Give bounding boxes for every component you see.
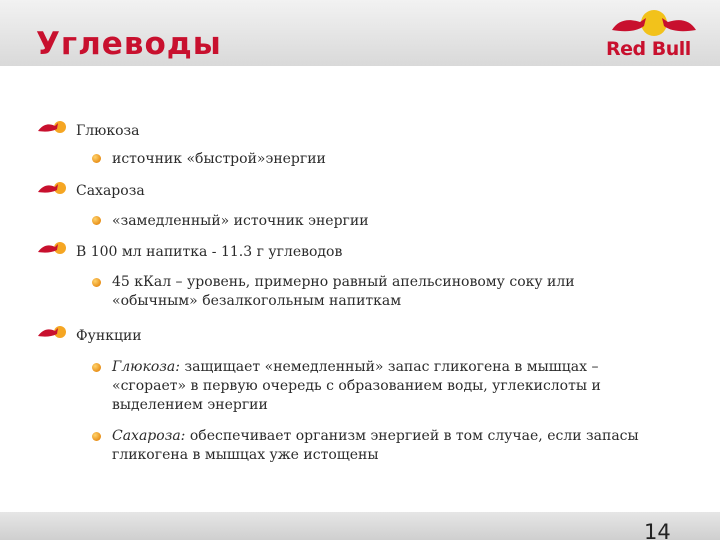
- orange-dot-icon: [92, 278, 101, 287]
- logo-text: Red Bull: [606, 38, 691, 60]
- red-bull-logo: [606, 6, 702, 64]
- sub-bullet-text: «замедленный» источник энергии: [112, 213, 369, 229]
- red-bull-icon: [37, 181, 67, 195]
- bullet-label: Сахароза: [76, 183, 145, 199]
- bullet-label: Глюкоза: [76, 123, 140, 139]
- bullet-label: Функции: [76, 328, 142, 344]
- red-bull-icon: [37, 325, 67, 339]
- footer-band: [0, 512, 720, 540]
- sub-bullet-text: [112, 358, 632, 415]
- sub-bullet-lead: Глюкоза:: [112, 359, 180, 375]
- orange-dot-icon: [92, 154, 101, 163]
- sub-bullet-body: защищает «немедленный» запас гликогена в мышцах – «сгорает» в первую очередь с образованием воды, углекислоты и выделением энергии: [112, 359, 601, 413]
- sub-bullet-lead: Сахароза:: [112, 428, 186, 444]
- red-bull-icon: [37, 241, 67, 255]
- logo-emblem-icon: [606, 6, 702, 40]
- slide-title: Углеводы: [36, 26, 222, 62]
- page-number: 14: [644, 520, 671, 544]
- bullet-label: В 100 мл напитка - 11.3 г углеводов: [76, 244, 343, 260]
- orange-dot-icon: [92, 432, 101, 441]
- sub-bullet-text: [112, 427, 672, 465]
- sub-bullet-text: источник «быстрой»энергии: [112, 151, 326, 167]
- red-bull-icon: [37, 120, 67, 134]
- orange-dot-icon: [92, 216, 101, 225]
- sub-bullet-body: обеспечивает организм энергией в том случае, если запасы гликогена в мышцах уже истощены: [112, 428, 639, 463]
- orange-dot-icon: [92, 363, 101, 372]
- sub-bullet-text: 45 кКал – уровень, примерно равный апельсиновому соку или «обычным» безалкогольным напиткам: [112, 274, 575, 309]
